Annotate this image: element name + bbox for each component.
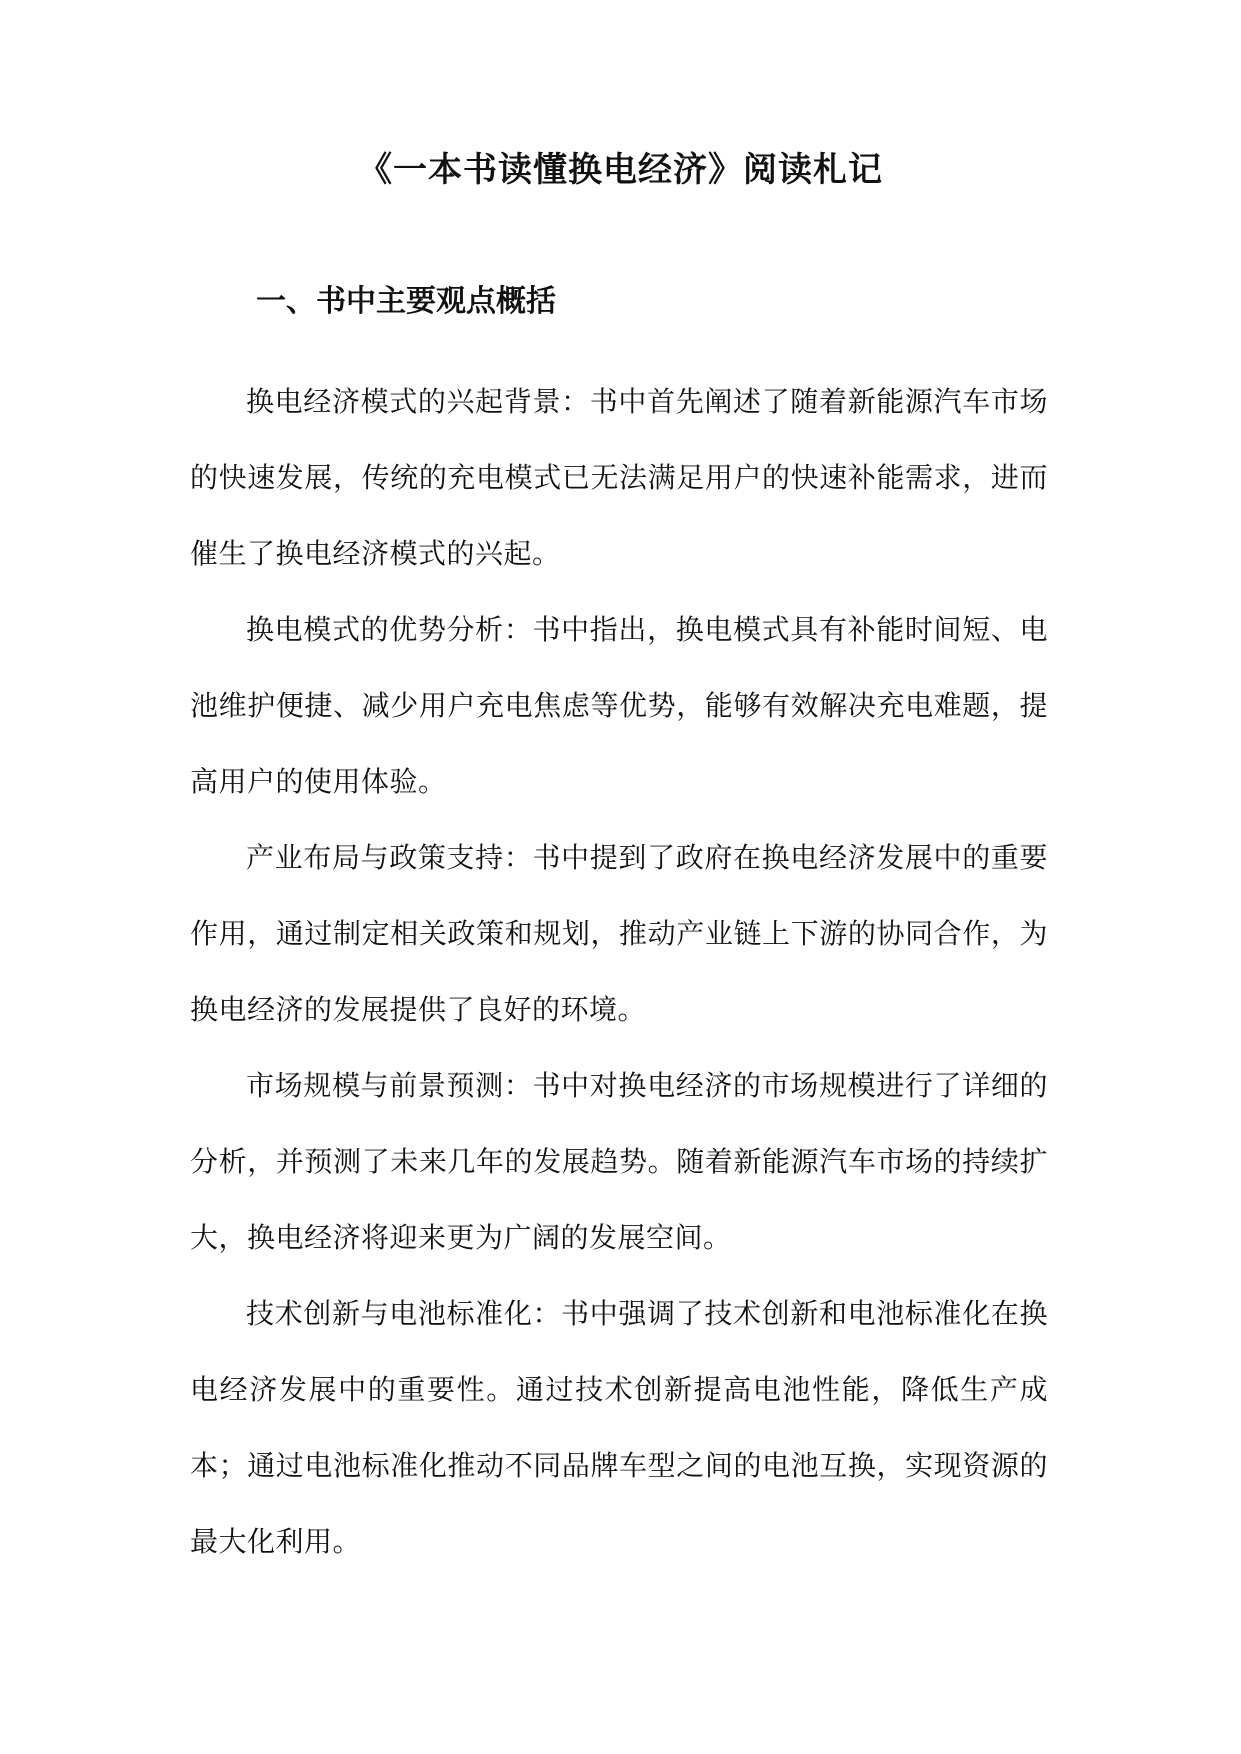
paragraph-advantages: 换电模式的优势分析：书中指出，换电模式具有补能时间短、电池维护便捷、减少用户充电焦虑等优势，能够有效解决充电难题，提高用户的使用体验。	[190, 613, 1048, 798]
document-body	[190, 364, 1048, 1580]
paragraph-background: 换电经济模式的兴起背景：书中首先阐述了随着新能源汽车市场的快速发展，传统的充电模式已无法满足用户的快速补能需求，进而催生了换电经济模式的兴起。	[190, 385, 1048, 570]
paragraph-technology: 技术创新与电池标准化：书中强调了技术创新和电池标准化在换电经济发展中的重要性。通过技术创新提高电池性能，降低生产成本；通过电池标准化推动不同品牌车型之间的电池互换，实现资源的最大化利用。	[190, 1297, 1048, 1558]
paragraph-market: 市场规模与前景预测：书中对换电经济的市场规模进行了详细的分析，并预测了未来几年的发展趋势。随着新能源汽车市场的持续扩大，换电经济将迎来更为广阔的发展空间。	[190, 1069, 1048, 1254]
section-heading: 一、书中主要观点概括	[256, 284, 556, 319]
document-title: 《一本书读懂换电经济》阅读札记	[358, 150, 883, 190]
paragraph-policy: 产业布局与政策支持：书中提到了政府在换电经济发展中的重要作用，通过制定相关政策和规划，推动产业链上下游的协同合作，为换电经济的发展提供了良好的环境。	[190, 841, 1048, 1026]
